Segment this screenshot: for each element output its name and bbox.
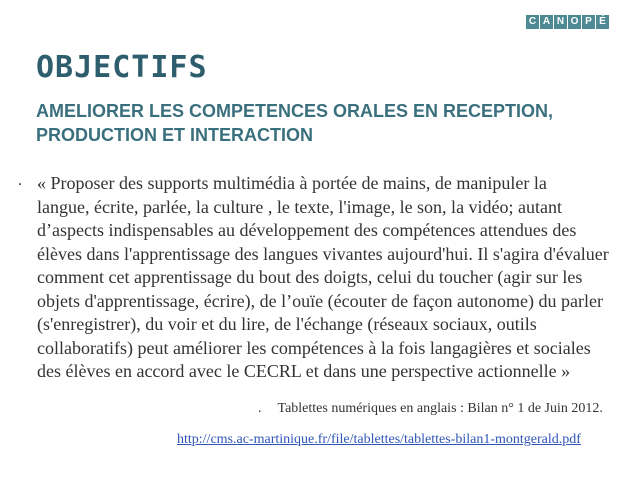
logo-letter: O [568,15,581,29]
logo-letter: N [554,15,567,29]
logo-letter: P [582,15,595,29]
source-bullet: . [258,401,262,416]
source-text: Tablettes numériques en anglais : Bilan n° 1 de Juin 2012. [277,401,603,416]
quote-paragraph [37,172,637,384]
quote-line: comment cet apprentissage du bout des doigts, celui du toucher (agir sur les [37,267,583,287]
source-citation [258,401,603,417]
quote-bullet: . [18,172,22,189]
logo-letter: C [526,15,539,29]
quote-line: élèves dans l'apprentissage des langues vivantes aujourd'hui. Il s'agira d'évaluer [37,243,609,264]
canope-logo [526,15,609,29]
quote-line: des élèves en accord avec le CECRL et dans une perspective actionnelle » [37,361,571,381]
quote-line: langue, écrite, parlée, la culture , le texte, l'image, le son, la vidéo; autant [37,196,563,217]
quote-line: (s'enregistrer), du voir et du lire, de l'échange (réseaux sociaux, outils [37,314,537,334]
quote-line: collaboratifs) peut améliorer les compétences à la fois langagières et sociales [37,337,591,358]
page-title: OBJECTIFS [36,50,208,85]
logo-letter: É [596,15,609,29]
logo-letter: A [540,15,553,29]
source-link[interactable]: http://cms.ac-martinique.fr/file/tablettes/tablettes-bilan1-montgerald.pdf [177,432,581,447]
page-subtitle: AMELIORER LES COMPETENCES ORALES EN RECEPTION, PRODUCTION ET INTERACTION [36,101,554,145]
quote-line: objets d'apprentissage, écrire), de l’ouïe (écouter de façon autonome) du parler [37,290,603,311]
quote-line: « Proposer des supports multimédia à portée de mains, de manipuler la [37,173,547,193]
quote-line: d’aspects indispensables au développement des compétences attendues des [37,220,577,240]
